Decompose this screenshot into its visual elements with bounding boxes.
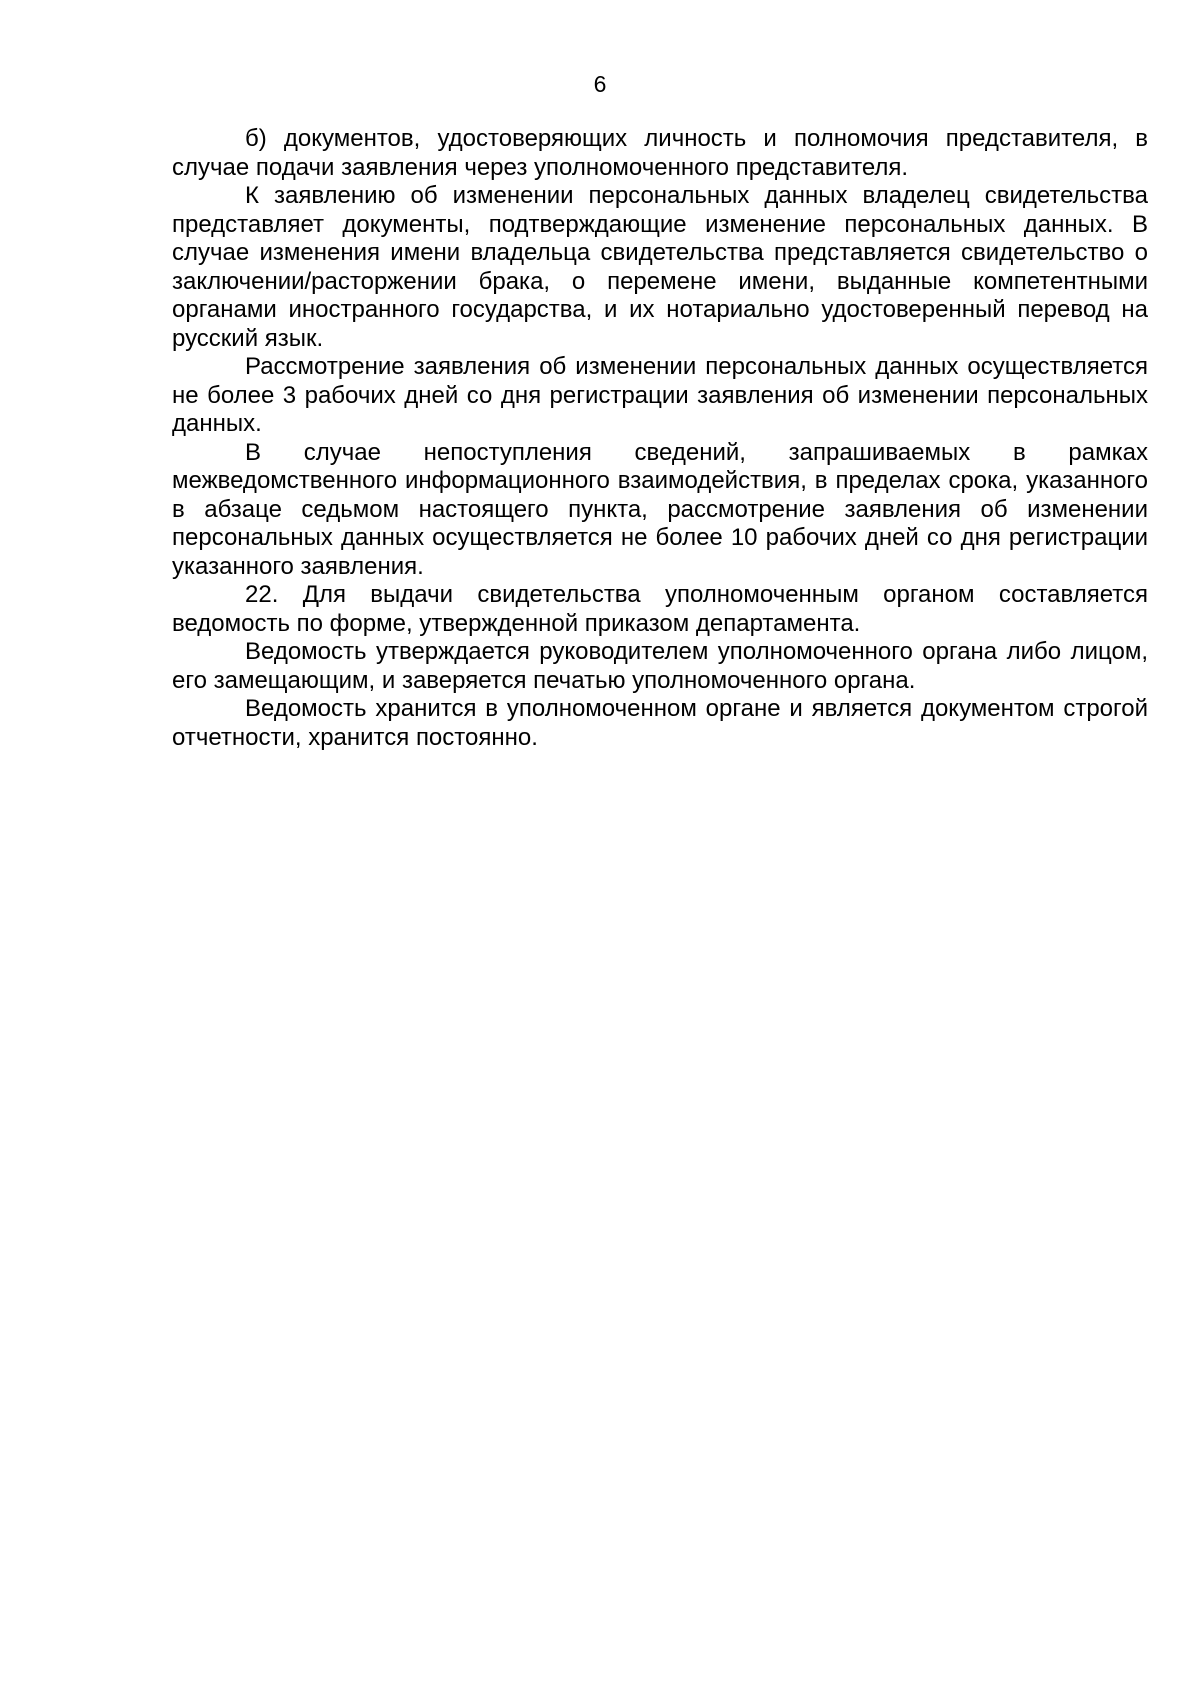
- paragraph-personal-data-change-documents: К заявлению об изменении персональных данных владелец свидетельства представляет документы, подтверждающие изменение персональных данных. В случае изменения имени владельца свидетельства представляется свидетельство о заключении/расторжении брака, о перемене имени, выданные компетентными органами иностранного государства, и их нотариально удостоверенный перевод на русский язык.: [172, 182, 1148, 352]
- paragraph-item-22: 22. Для выдачи свидетельства уполномоченным органом составляется ведомость по форме, утвержденной приказом департамента.: [172, 581, 1148, 637]
- document-body: [172, 125, 1148, 752]
- page-number: 6: [593, 71, 607, 97]
- paragraph-representative-documents: б) документов, удостоверяющих личность и полномочия представителя, в случае подачи заявления через уполномоченного представителя.: [172, 125, 1148, 181]
- paragraph-extended-review-period: В случае непоступления сведений, запрашиваемых в рамках межведомственного информационного взаимодействия, в пределах срока, указанного в абзаце седьмом настоящего пункта, рассмотрение заявления об изменении персональных данных осуществляется не более 10 рабочих дней со дня регистрации указанного заявления.: [172, 438, 1148, 580]
- paragraph-register-approval: Ведомость утверждается руководителем уполномоченного органа либо лицом, его замещающим, и заверяется печатью уполномоченного органа.: [172, 638, 1148, 694]
- paragraph-register-storage: Ведомость хранится в уполномоченном органе и является документом строгой отчетности, хранится постоянно.: [172, 695, 1148, 751]
- paragraph-review-period: Рассмотрение заявления об изменении персональных данных осуществляется не более 3 рабочих дней со дня регистрации заявления об изменении персональных данных.: [172, 353, 1148, 437]
